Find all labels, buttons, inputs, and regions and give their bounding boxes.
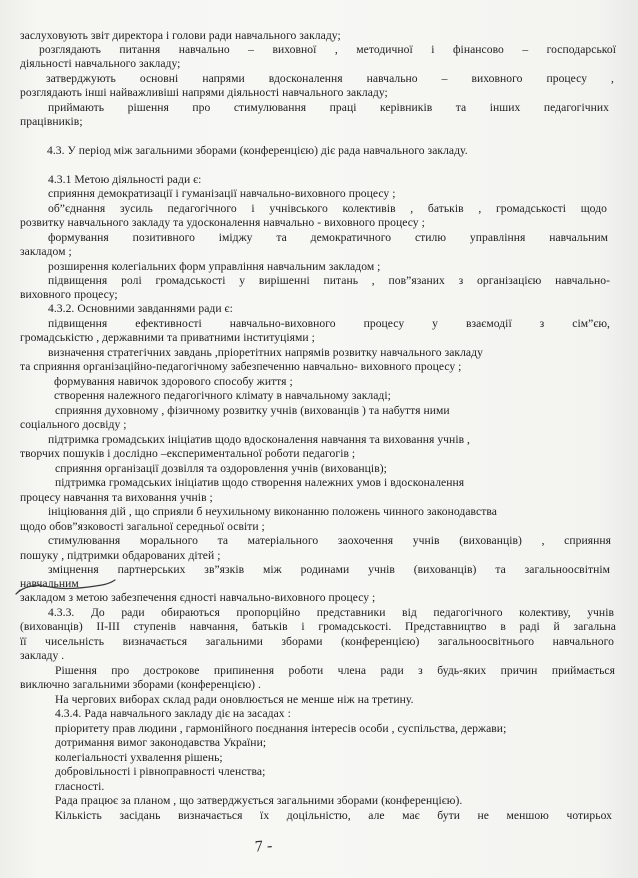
text-line: приймають рішення про стимулювання праці керівників та інших педагогічних	[48, 101, 609, 114]
text-line: діяльності навчального закладу;	[20, 57, 181, 70]
text-line: закладом з метою забезпечення єдності навчально-виховного процесу ;	[20, 591, 376, 604]
text-line: розширення колегіальних форм управління навчальним закладом ;	[48, 260, 381, 273]
text-line: визначення стратегічних завдань ,пріоретітних напрямів розвитку навчального закладу	[48, 346, 483, 359]
text-line: процесу навчання та виховання учнів ;	[20, 491, 213, 504]
text-line: виключно загальними зборами (конференцією) .	[20, 678, 261, 691]
text-line: закладом ;	[20, 245, 72, 258]
text-line: та сприяння організаційно-педагогічному забезпеченню навчально- виховного процесу ;	[20, 360, 462, 373]
text-line: щодо обов”язковості загальної середньої освіти ;	[20, 520, 265, 533]
text-line: дотримання вимог законодавства України;	[55, 736, 267, 749]
text-line: підвищення ефективності навчально-виховного процесу у взаємодії з сім”єю,	[48, 317, 610, 330]
text-line: виховного процесу;	[20, 288, 118, 301]
text-line: Кількість засідань визначається їх доцільністю, але має бути не меншою чотирьох	[55, 809, 612, 822]
text-line: підтримка громадських ініціатив щодо створення належних умов і вдосконалення	[55, 476, 465, 489]
text-line: працівників;	[20, 115, 83, 128]
text-line: її чисельність визначається загальними зборами (конференцією) загальноосвітнього навчального	[20, 635, 614, 648]
text-line: розглядають питання навчально – виховної , методичної і фінансово – господарської	[39, 43, 616, 56]
handwritten-mark-icon	[14, 576, 124, 600]
text-line: створення належного педагогічного клімату в навчальному закладі;	[54, 389, 391, 402]
text-line: формування навичок здорового способу життя ;	[54, 375, 293, 388]
text-line-struck: навчальним	[20, 577, 79, 590]
text-line: затверджують основні напрями вдосконалення навчально – виховного процесу ,	[46, 72, 614, 85]
text-line: сприяння демократизації і гуманізації навчально-виховного процесу ;	[48, 187, 396, 200]
text-line: об”єднання зусиль педагогічного і учнівського колективів , батьків , громадськості щодо	[48, 202, 607, 215]
subsection-heading: 4.3.4. Рада навчального закладу діє на засадах :	[55, 707, 291, 720]
subsection-heading: 4.3.1 Метою діяльності ради є:	[48, 173, 202, 186]
text-line: 4.3.3. До ради обираються пропорційно представники від педагогічного колективу, учнів	[48, 606, 614, 619]
section-heading: 4.3. У період між загальними зборами (конференцією) діє рада навчального закладу.	[47, 144, 468, 157]
text-line: формування позитивного іміджу та демократичного стилю управління навчальним	[48, 231, 608, 244]
text-line: розвитку навчального закладу та удосконалення навчально - виховного процесу ;	[20, 216, 425, 229]
text-line: Рішення про дострокове припинення роботи члена ради з будь-яких причин приймається	[55, 664, 615, 677]
text-line: сприяння організації дозвілля та оздоровлення учнів (вихованців);	[55, 462, 387, 475]
subsection-heading: 4.3.2. Основними завданнями ради є:	[48, 302, 233, 315]
text-line: (вихованців) ІІ-ІІІ ступенів навчання, батьків і громадськості. Представництво в раді й загальна	[20, 620, 616, 633]
text-line: стимулювання морального та матеріального заохочення учнів (вихованців) , сприяння	[48, 534, 611, 547]
text-line: громадськістю , державними та приватними інституціями ;	[20, 331, 315, 344]
text-line: пріоритету прав людини , гармонійного поєднання інтересів особи , суспільства, держави;	[55, 722, 507, 735]
text-line: гласності.	[55, 780, 105, 793]
page-number: 7 -	[254, 837, 273, 856]
text-line: пошуку , підтримки обдарованих дітей ;	[20, 549, 221, 562]
text-line: підвищення ролі громадськості у вирішенні питань , пов”язаних з організацією навчально-	[48, 274, 610, 287]
text-line: колегіальності ухвалення рішень;	[55, 751, 223, 764]
text-line: сприяння духовному , фізичному розвитку учнів (вихованців ) та набуття ними	[55, 404, 450, 417]
text-line: Рада працює за планом , що затверджується загальними зборами (конференцією).	[55, 794, 463, 807]
text-line: зміцнення партнерських зв”язків між родинами учнів (вихованців) та загальноосвітнім	[48, 563, 610, 576]
text-line: На чергових виборах склад ради оновлюється не менше ніж на третину.	[55, 693, 414, 706]
text-line: закладу .	[20, 649, 65, 662]
text-line: добровільності і рівноправності членства;	[55, 765, 266, 778]
text-line: заслуховують звіт директора і голови ради навчального закладу;	[20, 29, 341, 42]
text-line: ініціювання дій , що сприяли б неухильному виконанню положень чинного законодавства	[48, 505, 497, 518]
text-line: розглядають інші найважливіші напрями діяльності навчального закладу;	[20, 86, 388, 99]
text-line: соціального досвіду ;	[20, 418, 127, 431]
text-line: творчих пошуків і дослідно –експериментальної роботи педагогів ;	[20, 447, 356, 460]
text-line: підтримка громадських ініціатив щодо вдосконалення навчання та виховання учнів ,	[48, 433, 471, 446]
